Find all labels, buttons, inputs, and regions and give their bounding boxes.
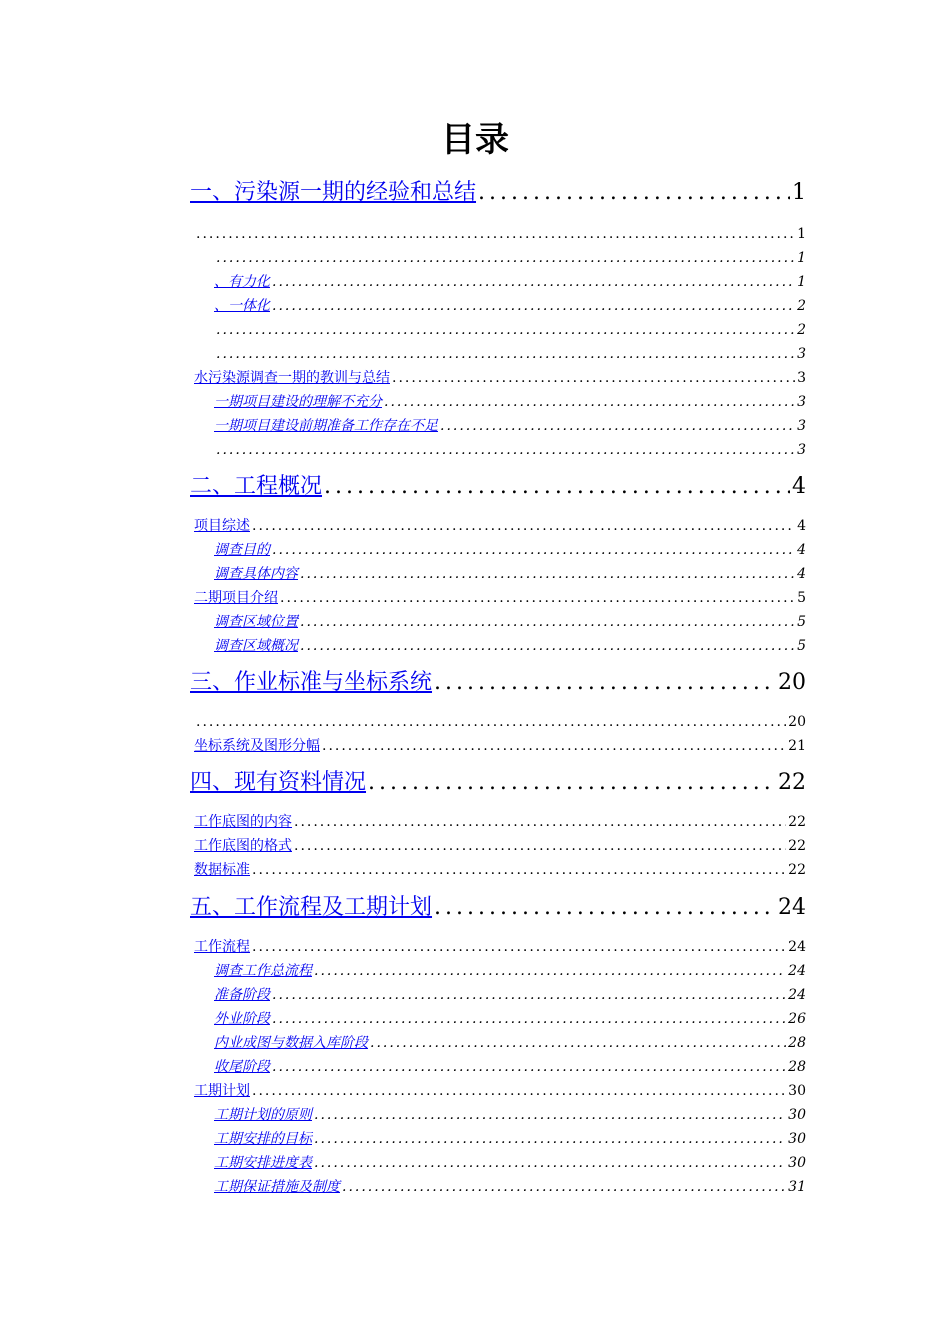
toc-entry-label[interactable]: 二、工程概况	[190, 474, 323, 499]
toc-entry[interactable]	[214, 344, 806, 364]
toc-entry-label[interactable]: 调查目的	[214, 542, 270, 558]
toc-entry[interactable]	[194, 224, 806, 244]
toc-entry[interactable]	[214, 1177, 806, 1197]
toc-entry[interactable]	[194, 860, 806, 880]
toc-entry-label[interactable]: 二期项目介绍	[194, 590, 278, 606]
toc-entry[interactable]	[214, 985, 806, 1005]
toc-entry[interactable]	[194, 368, 806, 388]
toc-leader-dots	[314, 1129, 786, 1149]
toc-page-number: 5	[797, 590, 806, 606]
toc-page-number: 3	[797, 370, 806, 386]
toc-entry[interactable]	[214, 540, 806, 560]
toc-page-number: 31	[788, 1179, 806, 1195]
toc-page-number: 28	[788, 1059, 806, 1075]
toc-entry[interactable]	[194, 937, 806, 957]
toc-leader-dots	[272, 1057, 786, 1077]
toc-page-number: 2	[797, 322, 806, 338]
page-title: 目录	[441, 120, 509, 160]
toc-entry-label[interactable]: 工期计划	[194, 1083, 250, 1099]
toc-leader-dots	[478, 178, 790, 208]
toc-leader-dots	[272, 540, 795, 560]
toc-leader-dots	[272, 296, 795, 316]
toc-entry[interactable]	[214, 440, 806, 460]
toc-entry[interactable]	[194, 812, 806, 832]
toc-entry-label[interactable]: 一期项目建设的理解不充分	[214, 394, 382, 410]
toc-entry[interactable]	[214, 636, 806, 656]
toc-entry-label[interactable]: 工作底图的内容	[194, 814, 292, 830]
toc-entry-label[interactable]: 项目综述	[194, 518, 250, 534]
toc-entry[interactable]	[190, 178, 806, 208]
toc-leader-dots	[300, 612, 795, 632]
toc-leader-dots	[294, 812, 786, 832]
toc-entry-label[interactable]: 数据标准	[194, 862, 250, 878]
toc-entry[interactable]	[214, 1105, 806, 1125]
toc-entry-label[interactable]: 水污染源调查一期的教训与总结	[194, 370, 390, 386]
toc-leader-dots	[272, 1009, 786, 1029]
toc-page-number: 26	[788, 1011, 806, 1027]
toc-page-number: 1	[792, 180, 806, 205]
toc-page-number: 1	[797, 274, 806, 290]
toc-entry[interactable]	[214, 1153, 806, 1173]
toc-entry[interactable]	[214, 392, 806, 412]
toc-entry-label[interactable]: 工作底图的格式	[194, 838, 292, 854]
toc-leader-dots	[300, 636, 795, 656]
toc-leader-dots	[314, 1105, 786, 1125]
toc-leader-dots	[384, 392, 795, 412]
toc-page-number: 30	[788, 1131, 806, 1147]
toc-page-number: 20	[778, 670, 806, 695]
toc-page-number: 1	[797, 250, 806, 266]
toc-entry[interactable]	[194, 712, 806, 732]
toc-page-number: 2	[797, 298, 806, 314]
toc-page-number: 20	[788, 714, 806, 730]
toc-entry[interactable]	[214, 564, 806, 584]
toc-entry-label[interactable]: 外业阶段	[214, 1011, 270, 1027]
toc-leader-dots	[294, 836, 786, 856]
toc-entry-label[interactable]: 工期计划的原则	[214, 1107, 312, 1123]
toc-page-number: 22	[778, 770, 806, 795]
toc-entry[interactable]	[194, 1081, 806, 1101]
toc-leader-dots	[342, 1177, 786, 1197]
toc-entry-label[interactable]: 工期安排进度表	[214, 1155, 312, 1171]
toc-entry[interactable]	[190, 472, 806, 502]
toc-entry-label[interactable]: 、一体化	[214, 298, 270, 314]
toc-entry[interactable]	[214, 248, 806, 268]
toc-leader-dots	[252, 1081, 786, 1101]
toc-page-number: 3	[797, 442, 806, 458]
toc-entry[interactable]	[214, 1129, 806, 1149]
toc-leader-dots	[392, 368, 795, 388]
toc-entry[interactable]	[214, 1057, 806, 1077]
toc-entry-label[interactable]: 调查工作总流程	[214, 963, 312, 979]
toc-leader-dots	[280, 588, 795, 608]
toc-entry-label[interactable]: 四、现有资料情况	[190, 770, 367, 795]
toc-leader-dots	[216, 248, 795, 268]
toc-page-number: 5	[797, 614, 806, 630]
toc-entry[interactable]	[194, 516, 806, 536]
toc-page-number: 24	[778, 895, 806, 920]
toc-leader-dots	[196, 224, 795, 244]
toc-page-number: 1	[797, 226, 806, 242]
toc-entry-label[interactable]: 调查具体内容	[214, 566, 298, 582]
toc-entry[interactable]	[190, 768, 806, 798]
toc-leader-dots	[324, 472, 790, 502]
toc-entry[interactable]	[214, 272, 806, 292]
toc-page-number: 30	[788, 1155, 806, 1171]
toc-page-number: 24	[788, 939, 806, 955]
toc-entry[interactable]	[214, 1033, 806, 1053]
toc-page-number: 30	[788, 1107, 806, 1123]
toc-page-number: 30	[788, 1083, 806, 1099]
toc-leader-dots	[216, 320, 795, 340]
toc-page-number: 22	[788, 838, 806, 854]
toc-entry-label[interactable]: 准备阶段	[214, 987, 270, 1003]
toc-entry-label[interactable]: 三、作业标准与坐标系统	[190, 670, 433, 695]
toc-leader-dots	[272, 985, 786, 1005]
toc-leader-dots	[434, 893, 776, 923]
toc-entry-label[interactable]: 工期安排的目标	[214, 1131, 312, 1147]
toc-leader-dots	[314, 961, 786, 981]
toc-leader-dots	[314, 1153, 786, 1173]
toc-page-number: 24	[788, 963, 806, 979]
toc-entry[interactable]	[214, 1009, 806, 1029]
toc-leader-dots	[440, 416, 795, 436]
toc-page-number: 4	[797, 542, 806, 558]
toc-leader-dots	[196, 712, 786, 732]
toc-leader-dots	[252, 516, 795, 536]
toc-entry[interactable]	[190, 893, 806, 923]
toc-page-number: 4	[792, 474, 806, 499]
toc-entry-label[interactable]: 、有力化	[214, 274, 270, 290]
toc-page-number: 28	[788, 1035, 806, 1051]
toc-leader-dots	[216, 344, 795, 364]
toc-page-number: 3	[797, 346, 806, 362]
toc-page-number: 24	[788, 987, 806, 1003]
toc-leader-dots	[272, 272, 795, 292]
toc-entry-label[interactable]: 收尾阶段	[214, 1059, 270, 1075]
toc-entry-label[interactable]: 一期项目建设前期准备工作存在不足	[214, 418, 438, 434]
toc-entry[interactable]	[194, 836, 806, 856]
toc-entry[interactable]	[194, 588, 806, 608]
toc-entry[interactable]	[190, 668, 806, 698]
toc-entry-label[interactable]: 调查区域位置	[214, 614, 298, 630]
toc-entry-label[interactable]: 坐标系统及图形分幅	[194, 738, 320, 754]
toc-entry[interactable]	[214, 416, 806, 436]
toc-entry[interactable]	[194, 736, 806, 756]
toc-page-number: 21	[788, 738, 806, 754]
toc-leader-dots	[216, 440, 795, 460]
toc-page-number: 4	[797, 566, 806, 582]
toc-leader-dots	[252, 860, 786, 880]
toc-page-number: 3	[797, 418, 806, 434]
toc-entry-label[interactable]: 调查区域概况	[214, 638, 298, 654]
toc-leader-dots	[300, 564, 795, 584]
toc-entry[interactable]	[214, 612, 806, 632]
toc-page-number: 3	[797, 394, 806, 410]
toc-leader-dots	[368, 768, 776, 798]
toc-page-number: 4	[797, 518, 806, 534]
toc-leader-dots	[252, 937, 786, 957]
toc-leader-dots	[322, 736, 786, 756]
toc-entry[interactable]	[214, 961, 806, 981]
toc-page-number: 22	[788, 862, 806, 878]
toc-page-number: 22	[788, 814, 806, 830]
toc-entry-label[interactable]: 五、工作流程及工期计划	[190, 895, 433, 920]
toc-entry-label[interactable]: 工作流程	[194, 939, 250, 955]
toc-entry-label[interactable]: 内业成图与数据入库阶段	[214, 1035, 368, 1051]
toc-entry-label[interactable]: 一、污染源一期的经验和总结	[190, 180, 477, 205]
toc-leader-dots	[370, 1033, 786, 1053]
toc-entry[interactable]	[214, 320, 806, 340]
toc-entry-label[interactable]: 工期保证措施及制度	[214, 1179, 340, 1195]
toc-leader-dots	[434, 668, 776, 698]
toc-page-number: 5	[797, 638, 806, 654]
toc-entry[interactable]	[214, 296, 806, 316]
